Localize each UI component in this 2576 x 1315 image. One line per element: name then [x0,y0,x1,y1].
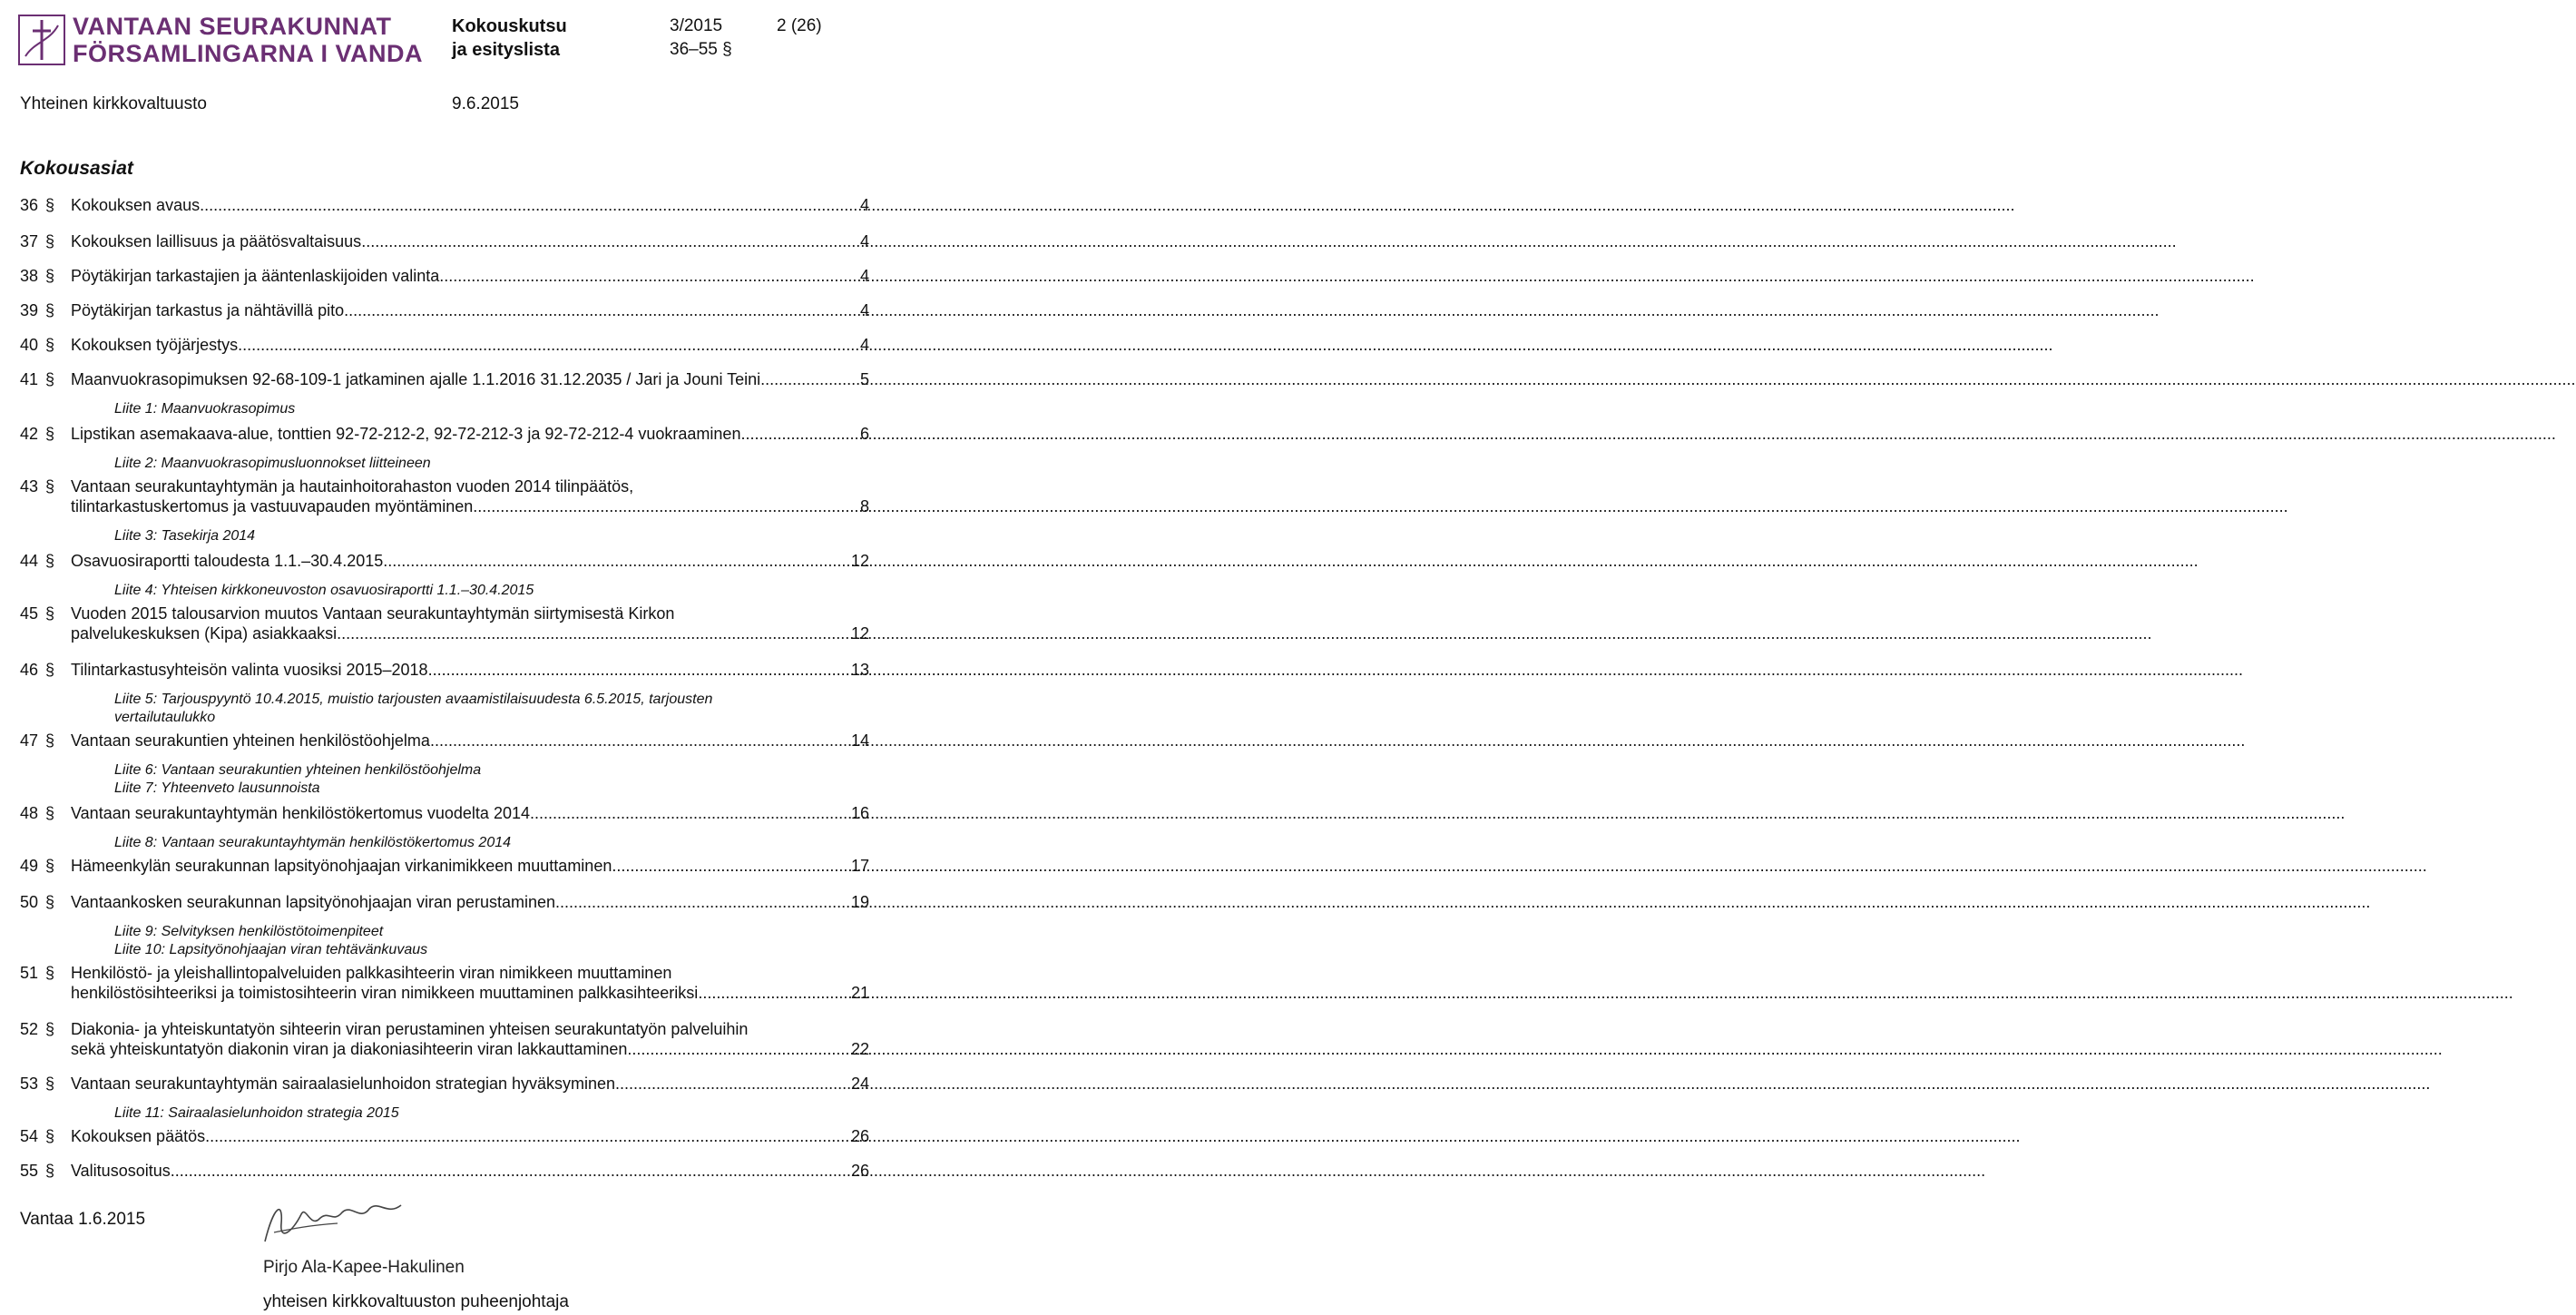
toc-entry-51 [20,964,869,986]
leader-dots [555,893,849,912]
page-number: 2 (26) [777,16,822,35]
section-number: 43 [20,477,39,496]
toc-entry-42 [20,425,869,447]
toc-title: Kokouksen päätös [71,1127,206,1145]
toc-entry-46 [20,661,869,682]
leader-dots [171,1162,849,1181]
section-sign: § [45,301,55,319]
attachment-note: Liite 2: Maanvuokrasopimusluonnokset liitteineen [114,456,431,471]
toc-page-number: 14 [850,731,869,750]
toc-entry-49 [20,857,869,878]
section-sign: § [45,1127,55,1145]
section-number: 55 [20,1162,39,1180]
toc-page-number: 12 [850,552,869,570]
section-sign: § [45,857,55,875]
toc-page-number: 21 [850,984,869,1002]
section-sign: § [45,964,55,982]
leader-dots [612,857,849,876]
signer-role: yhteisen kirkkovaltuuston puheenjohtaja [263,1292,569,1311]
toc-page-number: 17 [850,857,869,875]
toc-title: Diakonia- ja yhteiskuntatyön sihteerin viran perustaminen yhteisen seurakuntatyön palveluihin [71,1020,749,1038]
section-number: 40 [20,336,39,354]
attachment-note: Liite 9: Selvityksen henkilöstötoimenpiteet [114,924,384,939]
toc-title: Vantaankosken seurakunnan lapsityönohjaajan viran perustaminen [71,893,556,911]
document-type: Kokouskutsu [452,16,567,36]
leader-dots [530,804,849,823]
leader-dots [200,196,858,215]
toc-page-number: 26 [850,1127,869,1145]
meeting-number: 3/2015 [670,16,723,35]
section-sign: § [45,425,55,443]
signer-name: Pirjo Ala-Kapee-Hakulinen [263,1258,465,1277]
section-number: 54 [20,1127,39,1145]
section-sign: § [45,336,55,354]
attachment-note: Liite 1: Maanvuokrasopimus [114,401,296,417]
toc-title: tilintarkastuskertomus ja vastuuvapauden myöntäminen [71,497,474,515]
leader-dots [383,552,849,571]
leader-dots [430,731,849,751]
toc-entry-41 [20,370,869,392]
toc-entry-continuation [20,624,869,646]
toc-page-number: 16 [850,804,869,822]
toc-entry-55 [20,1162,869,1183]
section-sign: § [45,604,55,623]
toc-title: Henkilöstö- ja yleishallintopalveluiden palkkasihteerin viran nimikkeen muuttaminen [71,964,672,982]
toc-title: Lipstikan asemakaava-alue, tonttien 92-72-212-2, 92-72-212-3 ja 92-72-212-4 vuokraaminen [71,425,741,443]
toc-page-number: 13 [850,661,869,679]
attachment-note: Liite 3: Tasekirja 2014 [114,528,256,544]
attachment-note: Liite 11: Sairaalasielunhoidon strategia 2015 [114,1105,399,1121]
section-number: 53 [20,1075,39,1093]
toc-page-number: 6 [859,425,869,443]
section-number: 51 [20,964,39,982]
handwritten-signature [256,1196,410,1251]
section-sign: § [45,267,55,285]
section-sign: § [45,804,55,822]
toc-title: Vantaan seurakuntayhtymän henkilöstökertomus vuodelta 2014 [71,804,530,822]
toc-entry-44 [20,552,869,574]
section-sign: § [45,893,55,911]
toc-page-number: 4 [859,336,869,354]
section-sign: § [45,196,55,214]
leader-dots [238,336,858,355]
toc-page-number: 4 [859,267,869,285]
body-name: Yhteinen kirkkovaltuusto [20,94,207,113]
toc-entry-continuation [20,1040,869,1062]
leader-dots [627,1040,849,1059]
attachment-note: vertailutaulukko [114,710,216,725]
toc-title: sekä yhteiskuntatyön diakonin viran ja diakoniasihteerin viran lakkauttaminen [71,1040,628,1058]
toc-entry-54 [20,1127,869,1149]
toc-title: Kokouksen laillisuus ja päätösvaltaisuus [71,232,362,250]
toc-entry-37 [20,232,869,254]
toc-title: Kokouksen työjärjestys [71,336,239,354]
attachment-note: Liite 5: Tarjouspyyntö 10.4.2015, muistio tarjousten avaamistilaisuudesta 6.5.2015, tarjousten [114,692,713,707]
attachment-note: Liite 10: Lapsityönohjaajan viran tehtävänkuvaus [114,942,428,957]
place-date: Vantaa 1.6.2015 [20,1210,146,1229]
logo-text-line1: VANTAAN SEURAKUNNAT [73,13,392,40]
logo-text-line2: FÖRSAMLINGARNA I VANDA [73,40,423,67]
toc-title: Kokouksen avaus [71,196,201,214]
section-number: 38 [20,267,39,285]
toc-entry-52 [20,1020,869,1042]
toc-page-number: 19 [850,893,869,911]
toc-page-number: 4 [859,196,869,214]
toc-page-number: 22 [850,1040,869,1058]
section-sign: § [45,731,55,750]
toc-page-number: 4 [859,232,869,250]
section-sign: § [45,370,55,388]
section-sign: § [45,552,55,570]
toc-entry-48 [20,804,869,826]
toc-title: Vuoden 2015 talousarvion muutos Vantaan seurakuntayhtymän siirtymisestä Kirkon [71,604,675,623]
toc-title: Vantaan seurakuntayhtymän ja hautainhoitorahaston vuoden 2014 tilinpäätös, [71,477,634,496]
toc-title: Vantaan seurakuntayhtymän sairaalasielunhoidon strategian hyväksyminen [71,1075,616,1093]
section-sign: § [45,661,55,679]
toc-title: henkilöstösihteeriksi ja toimistosihteerin viran nimikkeen muuttaminen palkkasihteeriksi [71,984,699,1002]
section-number: 36 [20,196,39,214]
toc-page-number: 5 [859,370,869,388]
toc-page-number: 24 [850,1075,869,1093]
section-number: 49 [20,857,39,875]
leader-dots [344,301,858,320]
church-logo-icon [18,15,65,65]
toc-entry-50 [20,893,869,915]
section-range: 36–55 § [670,40,732,59]
leader-dots [698,984,849,1003]
leader-dots [760,370,858,389]
section-number: 46 [20,661,39,679]
leader-dots [740,425,858,444]
toc-entry-continuation [20,497,869,519]
section-sign: § [45,232,55,250]
toc-page-number: 8 [859,497,869,515]
toc-title: palvelukeskuksen (Kipa) asiakkaaksi [71,624,338,643]
meeting-date: 9.6.2015 [452,94,519,113]
section-number: 37 [20,232,39,250]
section-number: 47 [20,731,39,750]
leader-dots [428,661,849,680]
section-sign: § [45,1162,55,1180]
attachment-note: Liite 8: Vantaan seurakuntayhtymän henkilöstökertomus 2014 [114,835,512,850]
toc-page-number: 26 [850,1162,869,1180]
toc-title: Hämeenkylän seurakunnan lapsityönohjaajan virkanimikkeen muuttaminen [71,857,612,875]
section-number: 44 [20,552,39,570]
toc-page-number: 12 [850,624,869,643]
toc-entry-39 [20,301,869,323]
toc-entry-36 [20,196,869,218]
section-sign: § [45,477,55,496]
attachment-note: Liite 6: Vantaan seurakuntien yhteinen henkilöstöohjelma [114,762,482,778]
toc-entry-continuation [20,984,869,1006]
toc-entry-43 [20,477,869,499]
section-sign: § [45,1020,55,1038]
section-number: 52 [20,1020,39,1038]
toc-title: Pöytäkirjan tarkastus ja nähtävillä pito [71,301,345,319]
leader-dots [361,232,858,251]
section-number: 39 [20,301,39,319]
toc-title: Osavuosiraportti taloudesta 1.1.–30.4.2015 [71,552,384,570]
toc-title: Vantaan seurakuntien yhteinen henkilöstöohjelma [71,731,430,750]
toc-entry-47 [20,731,869,753]
section-number: 42 [20,425,39,443]
toc-title: Tilintarkastusyhteisön valinta vuosiksi 2015–2018 [71,661,428,679]
section-number: 50 [20,893,39,911]
toc-title: Valitusosoitus [71,1162,171,1180]
leader-dots [615,1075,849,1094]
section-title: Kokousasiat [20,158,133,179]
toc-page-number: 4 [859,301,869,319]
leader-dots [205,1127,849,1146]
leader-dots [439,267,858,286]
section-number: 41 [20,370,39,388]
toc-title: Pöytäkirjan tarkastajien ja ääntenlaskijoiden valinta [71,267,440,285]
toc-entry-53 [20,1075,869,1096]
toc-entry-38 [20,267,869,289]
section-number: 48 [20,804,39,822]
toc-title: Maanvuokrasopimuksen 92-68-109-1 jatkaminen ajalle 1.1.2016 31.12.2035 / Jari ja Jouni Teini [71,370,761,388]
leader-dots [473,497,858,516]
attachment-note: Liite 7: Yhteenveto lausunnoista [114,780,320,796]
toc-entry-40 [20,336,869,358]
toc-entry-45 [20,604,869,626]
document-type-line2: ja esityslista [452,40,560,60]
leader-dots [337,624,849,643]
attachment-note: Liite 4: Yhteisen kirkkoneuvoston osavuosiraportti 1.1.–30.4.2015 [114,583,534,598]
section-sign: § [45,1075,55,1093]
section-number: 45 [20,604,39,623]
